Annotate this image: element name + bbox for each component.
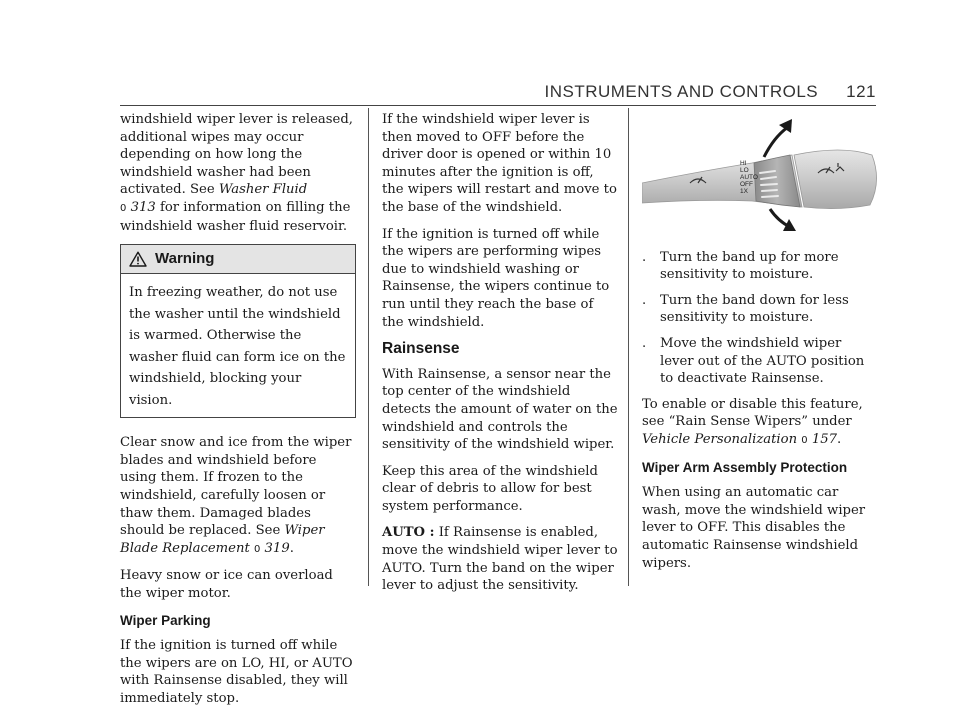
page-number: 121 — [846, 82, 876, 101]
list-item — [642, 292, 878, 327]
warning-header — [121, 245, 355, 274]
paragraph: Keep this area of the windshield clear of debris to allow for best system performance. — [382, 463, 598, 514]
warning-triangle-icon — [129, 251, 147, 267]
paragraph: With Rainsense, a sensor near the top center of the windshield detects the amount of water on the windshield and controls the sensitivity of the windshield wiper. — [382, 366, 618, 453]
warning-title: Warning — [155, 250, 215, 268]
paragraph-text: windshield wiper lever is released, additional wipes may occur depending on how long the windshield washer had been activated. See — [120, 112, 353, 198]
paragraph: Heavy snow or ice can overload the wiper motor. — [120, 568, 333, 601]
header-rule — [120, 105, 876, 106]
paragraph: When using an automatic car wash, move the windshield wiper lever to OFF. This disables the automatic Rainsense windshield wipers. — [642, 485, 866, 571]
section-title: INSTRUMENTS AND CONTROLS — [544, 82, 819, 101]
column-2 — [382, 111, 618, 604]
section-heading-rainsense: Rainsense — [382, 340, 460, 358]
list-item-text: Move the windshield wiper lever out of the AUTO position to deactivate Rainsense. — [660, 335, 865, 387]
page-ref[interactable]: 157 — [811, 431, 838, 447]
column-1 — [120, 111, 356, 716]
warning-box — [120, 244, 356, 418]
paragraph — [382, 524, 618, 594]
cross-ref-link[interactable]: Vehicle Personalization — [642, 431, 798, 447]
section-heading-wiper-parking: Wiper Parking — [120, 612, 211, 628]
cross-ref-link[interactable]: Wiper Blade Replacement — [120, 523, 325, 556]
term-label: AUTO : — [382, 525, 435, 541]
paragraph-text: If Rainsense is enabled, move the windshield wiper lever to AUTO. Turn the band on the wiper lever to adjust the sensitivity. — [382, 525, 618, 594]
paragraph — [120, 111, 356, 235]
column-divider — [368, 108, 369, 586]
list-item — [642, 249, 878, 284]
bullet-icon: . — [642, 249, 647, 265]
cross-ref-link[interactable]: Washer Fluid — [218, 182, 308, 198]
section-heading-wiper-arm: Wiper Arm Assembly Protection — [642, 459, 848, 475]
bullet-icon: . — [642, 335, 647, 351]
lever-label-hi: HI — [740, 160, 747, 167]
list-item-text: Turn the band down for less sensitivity to moisture. — [660, 292, 849, 326]
list-item — [642, 335, 878, 388]
bullet-icon: . — [642, 292, 647, 308]
page-ref-icon: 0 — [120, 202, 127, 214]
paragraph: If the ignition is turned off while the wipers are performing wipes due to windshield washing or Rainsense, the wipers continue to run until they reach the base of the windshield. — [382, 226, 610, 330]
column-divider — [628, 108, 629, 586]
page-ref-icon: 0 — [253, 543, 261, 555]
page-ref[interactable]: 313 — [130, 199, 156, 215]
warning-body: In freezing weather, do not use the washer until the windshield is warmed. Otherwise the washer fluid can form ice on the windshield, blocking your vision. — [129, 285, 346, 408]
page-ref[interactable]: 319 — [264, 540, 290, 556]
paragraph — [120, 434, 356, 558]
paragraph-text: . — [837, 431, 842, 447]
column-3 — [642, 111, 878, 581]
lever-label-1x: 1X — [740, 188, 748, 195]
lever-label-lo: LO — [740, 167, 749, 174]
lever-label-auto: AUTO — [740, 174, 758, 181]
list-item-text: Turn the band up for more sensitivity to moisture. — [660, 249, 839, 283]
paragraph-text: Clear snow and ice from the wiper blades and windshield before using them. If frozen to the windshield, carefully loosen or thaw them. Damaged blades should be replaced. See — [120, 435, 352, 539]
wiper-lever-illustration — [642, 111, 878, 235]
paragraph-text: To enable or disable this feature, see “Rain Sense Wipers” under — [642, 396, 863, 430]
lever-label-off: OFF — [740, 181, 753, 188]
paragraph — [642, 396, 878, 450]
bullet-list — [642, 249, 878, 388]
running-header — [544, 82, 876, 102]
page-ref-icon: 0 — [801, 434, 808, 446]
paragraph: If the ignition is turned off while the wipers are on LO, HI, or AUTO with Rainsense disabled, they will immediately stop. — [120, 638, 353, 706]
paragraph-text: for information on filling the windshield washer fluid reservoir. — [120, 199, 351, 234]
paragraph: If the windshield wiper lever is then moved to OFF before the driver door is opened or within 10 minutes after the ignition is off, the wipers will restart and move to the base of the windshield. — [382, 112, 617, 215]
paragraph-text: . — [289, 540, 294, 556]
